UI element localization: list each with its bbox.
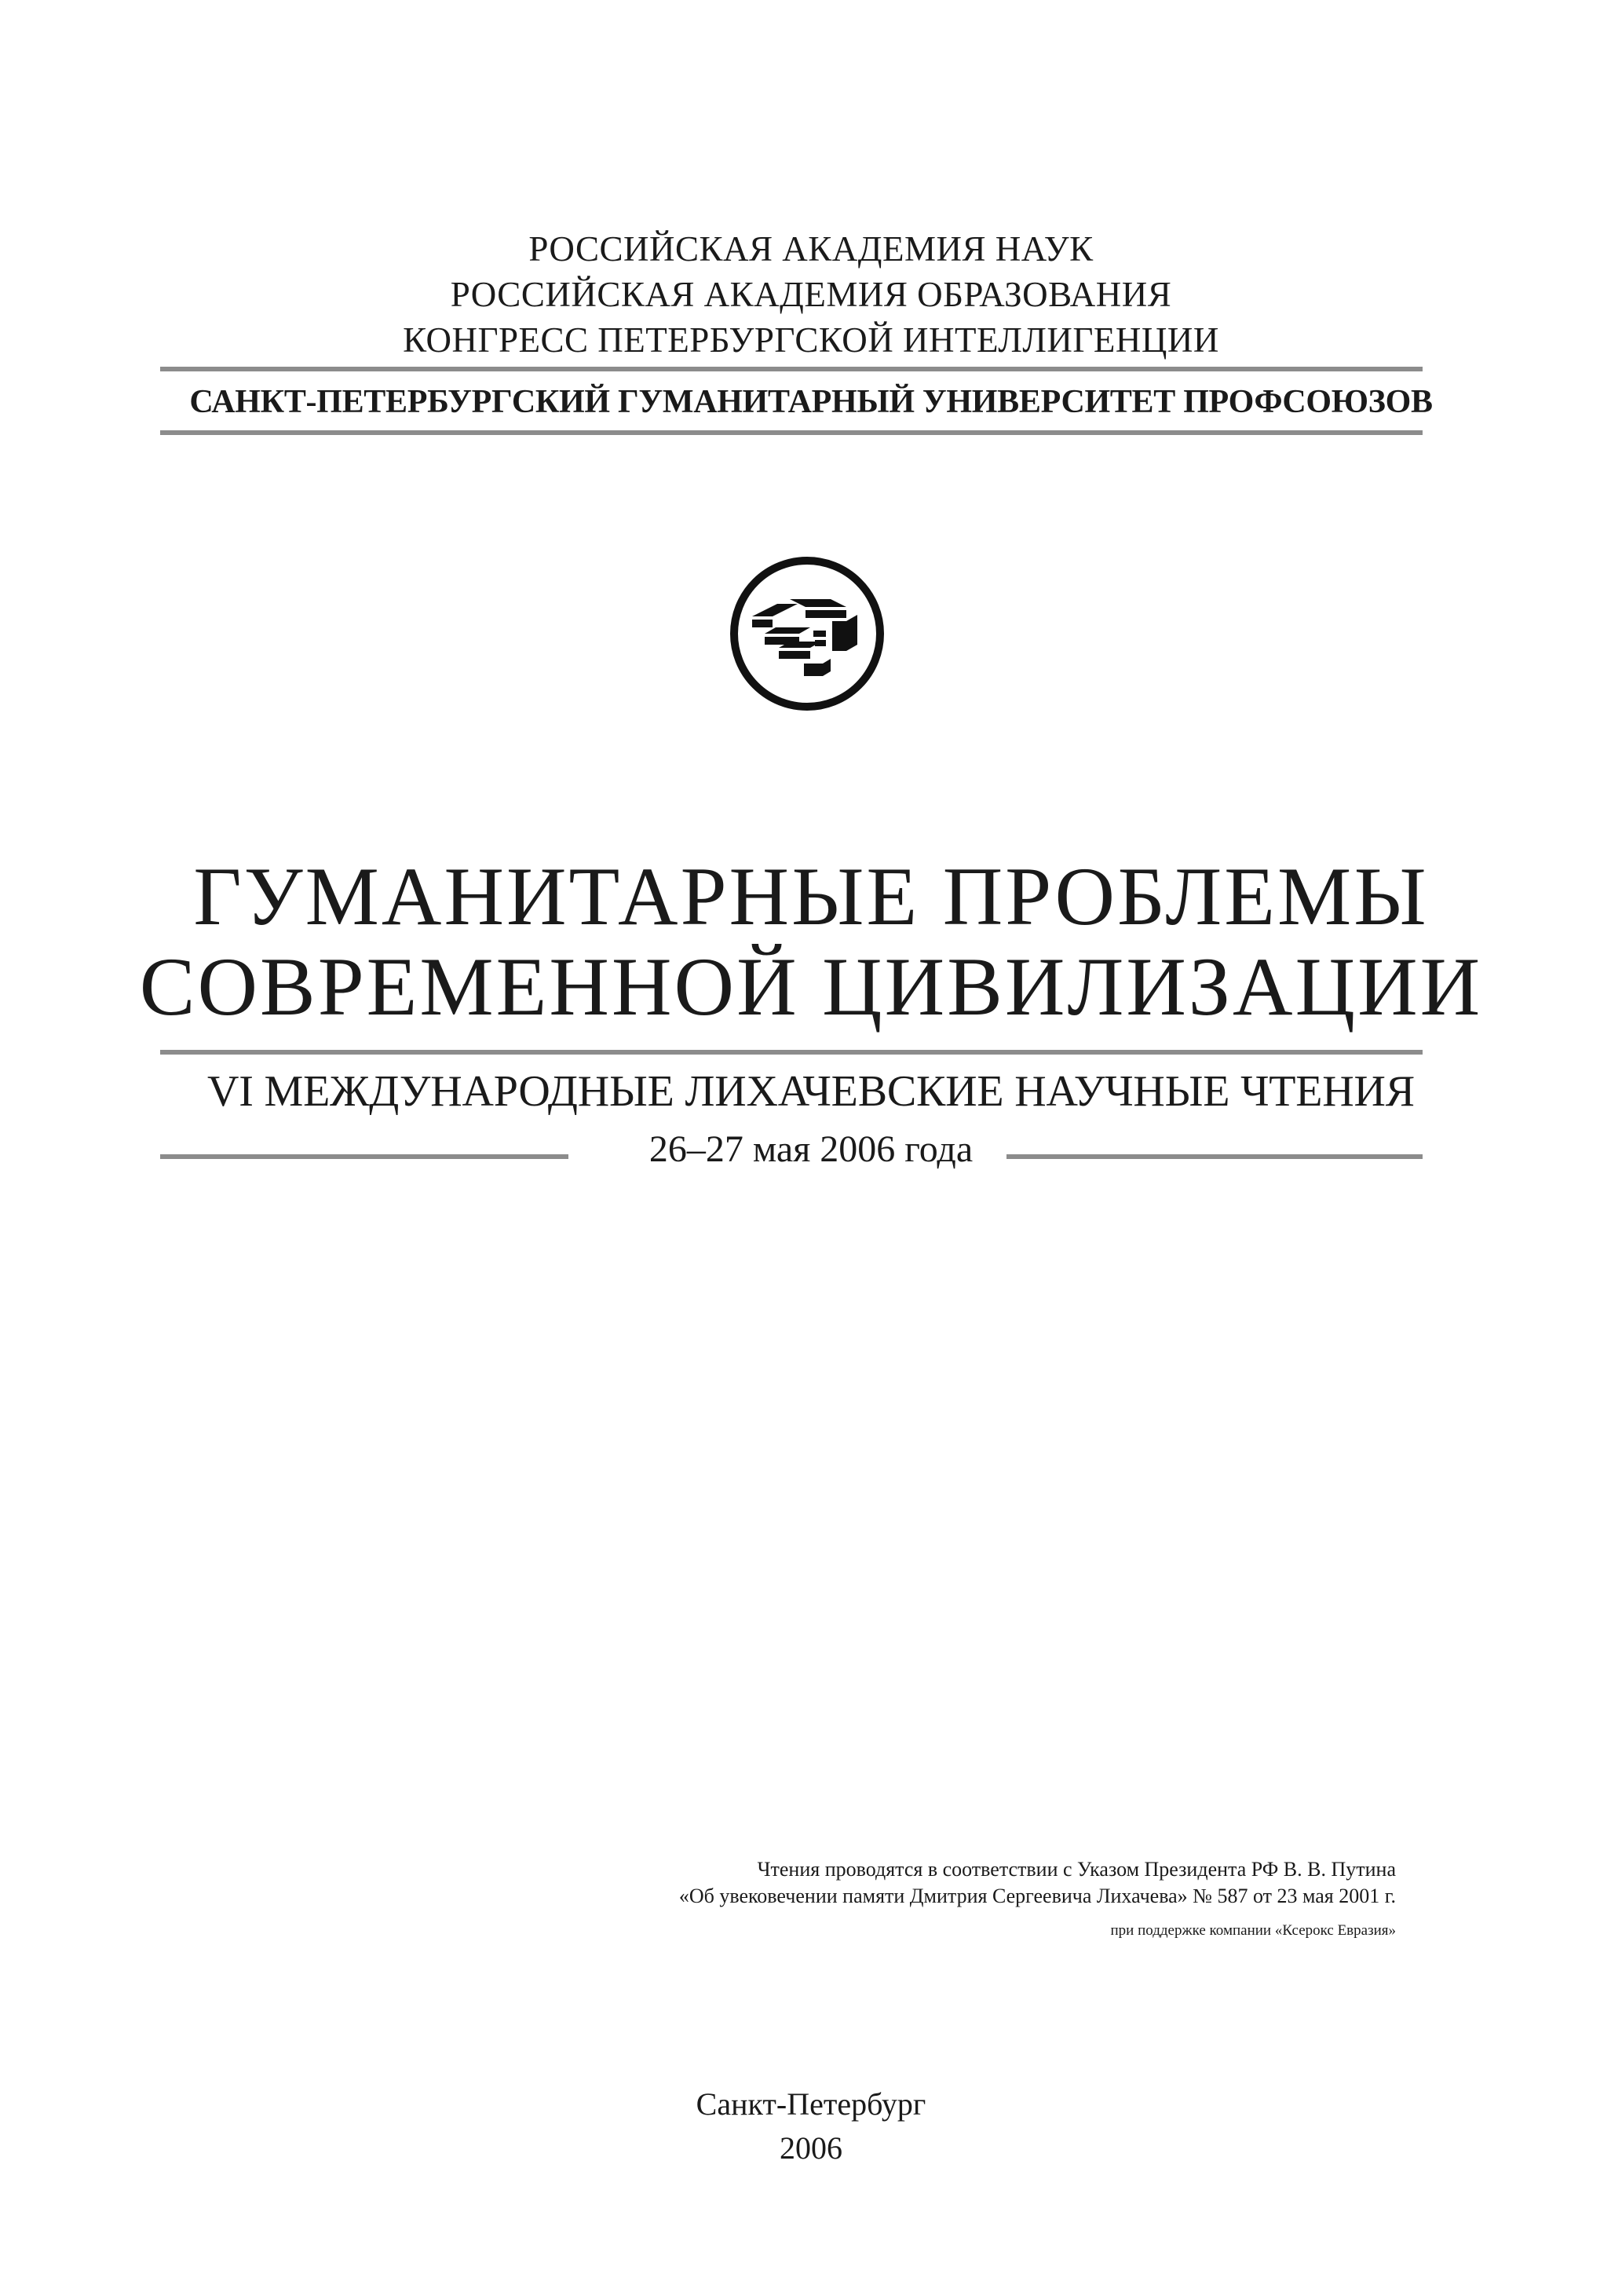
university-emblem-icon — [729, 555, 886, 712]
organization-congress: КОНГРЕСС ПЕТЕРБУРГСКОЙ ИНТЕЛЛИГЕНЦИИ — [403, 320, 1219, 360]
organization-rao: РОССИЙСКАЯ АКАДЕМИЯ ОБРАЗОВАНИЯ — [450, 275, 1172, 314]
decree-note-line2: «Об увековечении памяти Дмитрия Сергеевича Лихачева» № 587 от 23 мая 2001 г. — [678, 1885, 1396, 1907]
conference-dates: 26–27 мая 2006 года — [648, 1128, 974, 1170]
university-name: САНКТ-ПЕТЕРБУРГСКИЙ ГУМАНИТАРНЫЙ УНИВЕРСИТЕТ ПРОФСОЮЗОВ — [189, 384, 1433, 420]
sponsor-note: при поддержке компании «Ксерокс Евразия» — [1110, 1922, 1396, 1939]
top-rule-lower — [160, 430, 1423, 435]
dates-rule-right — [1006, 1154, 1423, 1159]
conference-subtitle: VI МЕЖДУНАРОДНЫЕ ЛИХАЧЕВСКИЕ НАУЧНЫЕ ЧТЕНИЯ — [207, 1067, 1415, 1116]
title-rule — [160, 1050, 1423, 1055]
decree-note-line1: Чтения проводятся в соответствии с Указом Президента РФ В. В. Путина — [757, 1858, 1396, 1881]
organization-ras: РОССИЙСКАЯ АКАДЕМИЯ НАУК — [528, 229, 1094, 269]
book-title-line1: ГУМАНИТАРНЫЕ ПРОБЛЕМЫ — [193, 850, 1429, 942]
book-title-line2: СОВРЕМЕННОЙ ЦИВИЛИЗАЦИИ — [139, 941, 1483, 1033]
imprint-city: Санкт-Петербург — [696, 2086, 926, 2122]
imprint-year: 2006 — [780, 2130, 842, 2166]
top-rule-upper — [160, 367, 1423, 371]
